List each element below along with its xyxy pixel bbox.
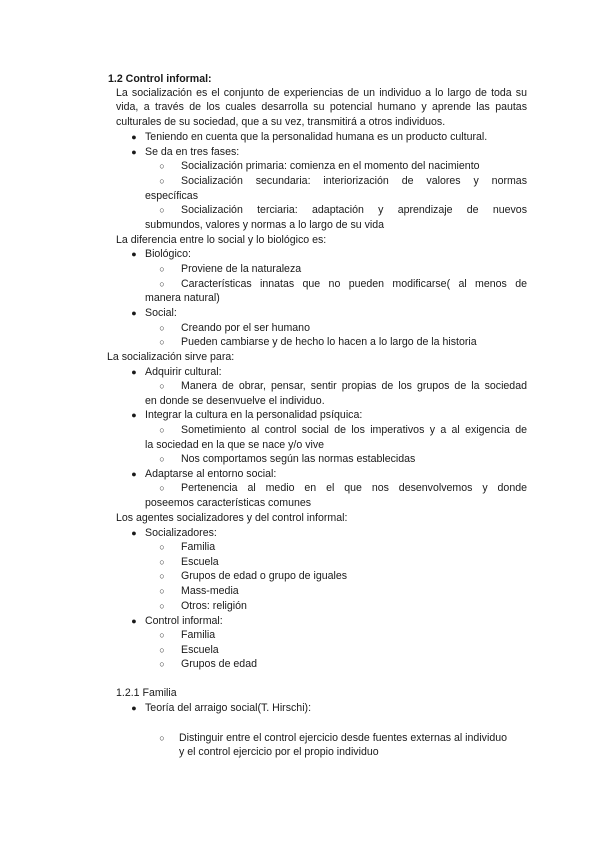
- circle-bullet-icon: ○: [159, 557, 165, 567]
- adquirir-item-line-1: Manera de obrar, pensar, sentir propias de los grupos de la sociedad: [181, 380, 527, 392]
- intro-line-2: vida, a través de los cuales desarrolla su potencial humano y aprende las pautas: [116, 101, 527, 113]
- circle-bullet-icon: ○: [159, 176, 165, 186]
- integrar-item-1-line-1: Sometimiento al control social de los imperativos y a al exigencia de: [181, 424, 527, 436]
- agentes-line: Los agentes socializadores y del control informal:: [116, 512, 348, 524]
- circle-bullet-icon: ○: [159, 586, 165, 596]
- sirve-line: La socialización sirve para:: [107, 351, 235, 363]
- diferencia-line: La diferencia entre lo social y lo biológico es:: [116, 234, 327, 246]
- circle-bullet-icon: ○: [159, 645, 165, 655]
- bullet-icon: ●: [131, 469, 137, 479]
- bullet-integrar: Integrar la cultura en la personalidad psíquica:: [145, 409, 363, 421]
- circle-bullet-icon: ○: [159, 571, 165, 581]
- fase-terciaria-line-2: submundos, valores y normas a lo largo de su vida: [145, 219, 385, 231]
- intro-line-1: La socialización es el conjunto de experiencias de un individuo a lo largo de toda su: [116, 87, 527, 99]
- distinguir-line-1: Distinguir entre el control ejercicio desde fuentes externas al individuo: [179, 732, 507, 744]
- circle-bullet-icon: ○: [159, 337, 165, 347]
- bio-item-1: Proviene de la naturaleza: [181, 263, 302, 275]
- bio-item-2-line-2: manera natural): [145, 292, 220, 304]
- bullet-socializadores: Socializadores:: [145, 527, 217, 539]
- control-item: Familia: [181, 629, 216, 641]
- bullet-icon: ●: [131, 616, 137, 626]
- subsection-heading: 1.2.1 Familia: [116, 687, 177, 699]
- circle-bullet-icon: ○: [159, 381, 165, 391]
- bullet-control-informal: Control informal:: [145, 615, 223, 627]
- socializador-item: Otros: religión: [181, 600, 247, 612]
- circle-bullet-icon: ○: [159, 264, 165, 274]
- bullet-icon: ●: [131, 132, 137, 142]
- bullet-icon: ●: [131, 410, 137, 420]
- bullet-icon: ●: [131, 528, 137, 538]
- intro-line-3: culturales de su sociedad, que a su vez, transmitirá a otros individuos.: [116, 116, 446, 128]
- bullet-icon: ●: [131, 249, 137, 259]
- circle-bullet-icon: ○: [159, 483, 165, 493]
- fase-secundaria-line-2: específicas: [145, 190, 198, 202]
- control-item: Escuela: [181, 644, 219, 656]
- soc-item-1: Creando por el ser humano: [181, 322, 310, 334]
- socializador-item: Grupos de edad o grupo de iguales: [181, 570, 348, 582]
- bullet-icon: ●: [131, 703, 137, 713]
- adaptarse-item-line-1: Pertenencia al medio en el que nos desenvolvemos y donde: [181, 482, 527, 494]
- circle-bullet-icon: ○: [159, 279, 165, 289]
- fase-terciaria-line-1: Socialización terciaria: adaptación y aprendizaje de nuevos: [181, 204, 527, 216]
- bullet-icon: ●: [131, 308, 137, 318]
- circle-bullet-icon: ○: [159, 205, 165, 215]
- circle-bullet-icon: ○: [159, 454, 165, 464]
- bullet-fases: Se da en tres fases:: [145, 146, 240, 158]
- circle-bullet-icon: ○: [159, 425, 165, 435]
- socializador-item: Familia: [181, 541, 216, 553]
- bullet-biologico: Biológico:: [145, 248, 191, 260]
- circle-bullet-icon: ○: [159, 601, 165, 611]
- fase-primaria: Socialización primaria: comienza en el momento del nacimiento: [181, 160, 480, 172]
- bullet-social: Social:: [145, 307, 177, 319]
- integrar-item-2: Nos comportamos según las normas establecidas: [181, 453, 416, 465]
- fase-secundaria-line-1: Socialización secundaria: interiorización de valores y normas: [181, 175, 527, 187]
- soc-item-2: Pueden cambiarse y de hecho lo hacen a lo largo de la historia: [181, 336, 477, 348]
- adquirir-item-line-2: en donde se desenvuelve el individuo.: [145, 395, 325, 407]
- circle-bullet-icon: ○: [159, 161, 165, 171]
- control-item: Grupos de edad: [181, 658, 257, 670]
- bullet-icon: ●: [131, 147, 137, 157]
- socializador-item: Mass-media: [181, 585, 239, 597]
- circle-bullet-icon: ○: [159, 630, 165, 640]
- bullet-adquirir: Adquirir cultural:: [145, 366, 222, 378]
- socializador-item: Escuela: [181, 556, 219, 568]
- circle-bullet-icon: ○: [159, 659, 165, 669]
- bio-item-2-line-1: Características innatas que no pueden modificarse( al menos de: [181, 278, 527, 290]
- bullet-adaptarse: Adaptarse al entorno social:: [145, 468, 277, 480]
- bullet-teoria: Teoría del arraigo social(T. Hirschi):: [145, 702, 312, 714]
- bullet-icon: ●: [131, 367, 137, 377]
- circle-bullet-icon: ○: [159, 542, 165, 552]
- circle-bullet-icon: ○: [159, 733, 165, 743]
- distinguir-line-2: y el control ejercicio por el propio individuo: [179, 746, 379, 758]
- section-heading: 1.2 Control informal:: [108, 73, 212, 85]
- circle-bullet-icon: ○: [159, 323, 165, 333]
- adaptarse-item-line-2: poseemos características comunes: [145, 497, 312, 509]
- integrar-item-1-line-2: la sociedad en la que se nace y/o vive: [145, 439, 325, 451]
- bullet-personalidad: Teniendo en cuenta que la personalidad humana es un producto cultural.: [145, 131, 488, 143]
